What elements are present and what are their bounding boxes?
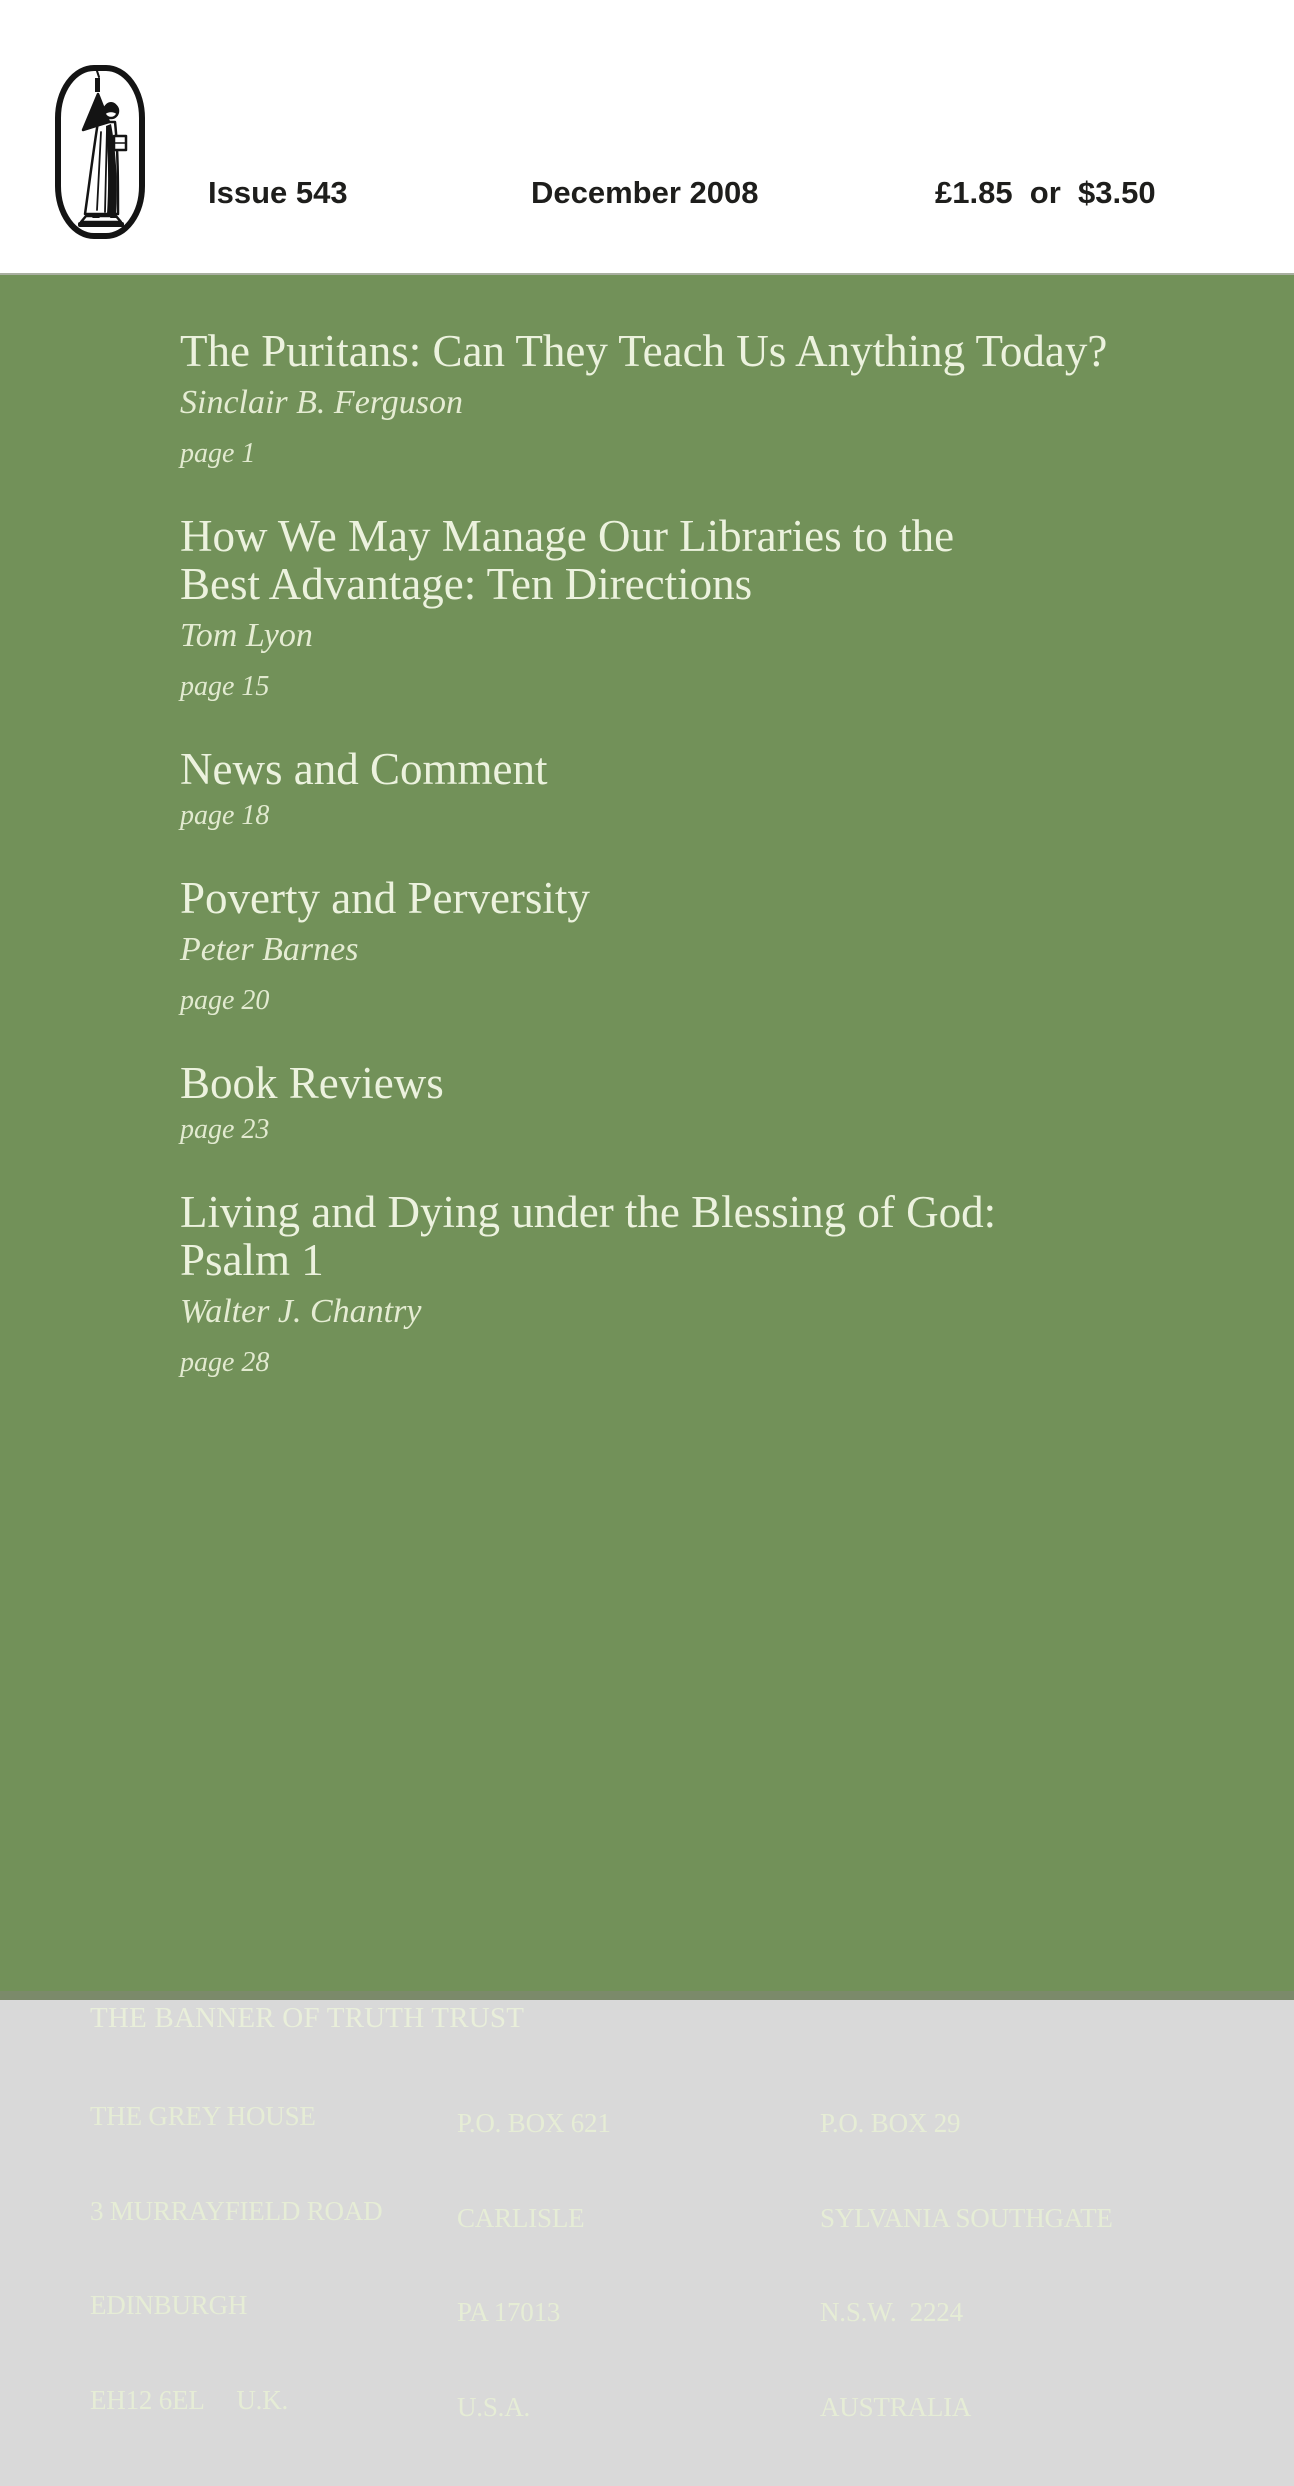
article-author: Walter J. Chantry xyxy=(180,1293,422,1330)
address-line: U.S.A. xyxy=(457,2391,531,2422)
toc-item-poverty xyxy=(180,874,1230,1023)
toc-item-psalm-1 xyxy=(180,1188,1230,1385)
publisher-name: THE BANNER OF TRUTH TRUST xyxy=(90,2002,525,2034)
toc-item-news-and-comment xyxy=(180,745,1230,838)
article-author: Tom Lyon xyxy=(180,617,313,654)
article-author: Peter Barnes xyxy=(180,931,359,968)
banner-of-truth-logo xyxy=(54,64,146,244)
article-page-ref: page 23 xyxy=(180,1114,270,1145)
article-title: Living and Dying under the Blessing of God: xyxy=(180,1187,997,1237)
issue-price: £1.85 or $3.50 xyxy=(935,175,1156,210)
address-line: EH12 6EL U.K. xyxy=(90,2384,289,2415)
article-title-line-2: Psalm 1 xyxy=(180,1235,324,1285)
address-line: THE GREY HOUSE xyxy=(90,2101,316,2131)
article-title: How We May Manage Our Libraries to the xyxy=(180,511,955,561)
issue-date: December 2008 xyxy=(531,175,759,210)
article-title: Poverty and Perversity xyxy=(180,873,590,923)
article-title: News and Comment xyxy=(180,744,548,794)
article-page-ref: page 15 xyxy=(180,671,270,702)
address-usa xyxy=(457,2045,611,2486)
address-line: P.O. BOX 29 xyxy=(820,2108,961,2138)
issue-number: Issue 543 xyxy=(208,175,348,210)
address-australia xyxy=(820,2045,1113,2486)
article-title: Book Reviews xyxy=(180,1058,444,1108)
address-line: N.S.W. 2224 xyxy=(820,2297,963,2327)
article-title: The Puritans: Can They Teach Us Anything Today? xyxy=(180,326,1108,376)
masthead xyxy=(0,0,1294,273)
address-line: P.O. BOX 621 xyxy=(457,2108,611,2138)
article-page-ref: page 28 xyxy=(180,1347,270,1378)
address-line: SYLVANIA SOUTHGATE xyxy=(820,2202,1113,2233)
toc-item-puritans xyxy=(180,327,1230,476)
address-line: AUSTRALIA xyxy=(820,2391,972,2422)
address-line: 3 MURRAYFIELD ROAD xyxy=(90,2195,383,2226)
article-title-line-2: Best Advantage: Ten Directions xyxy=(180,559,753,609)
article-page-ref: page 20 xyxy=(180,985,270,1016)
article-page-ref: page 1 xyxy=(180,438,256,469)
toc-item-libraries xyxy=(180,512,1230,709)
article-page-ref: page 18 xyxy=(180,800,270,831)
table-of-contents xyxy=(180,275,1230,1421)
bottom-edge-strip xyxy=(0,1991,1294,2000)
article-author: Sinclair B. Ferguson xyxy=(180,384,463,421)
cover-body xyxy=(0,273,1294,2422)
address-line: CARLISLE xyxy=(457,2202,585,2233)
address-line: EDINBURGH xyxy=(90,2290,248,2320)
toc-item-book-reviews xyxy=(180,1059,1230,1152)
address-uk xyxy=(90,2038,382,2479)
address-line: PA 17013 xyxy=(457,2297,561,2327)
